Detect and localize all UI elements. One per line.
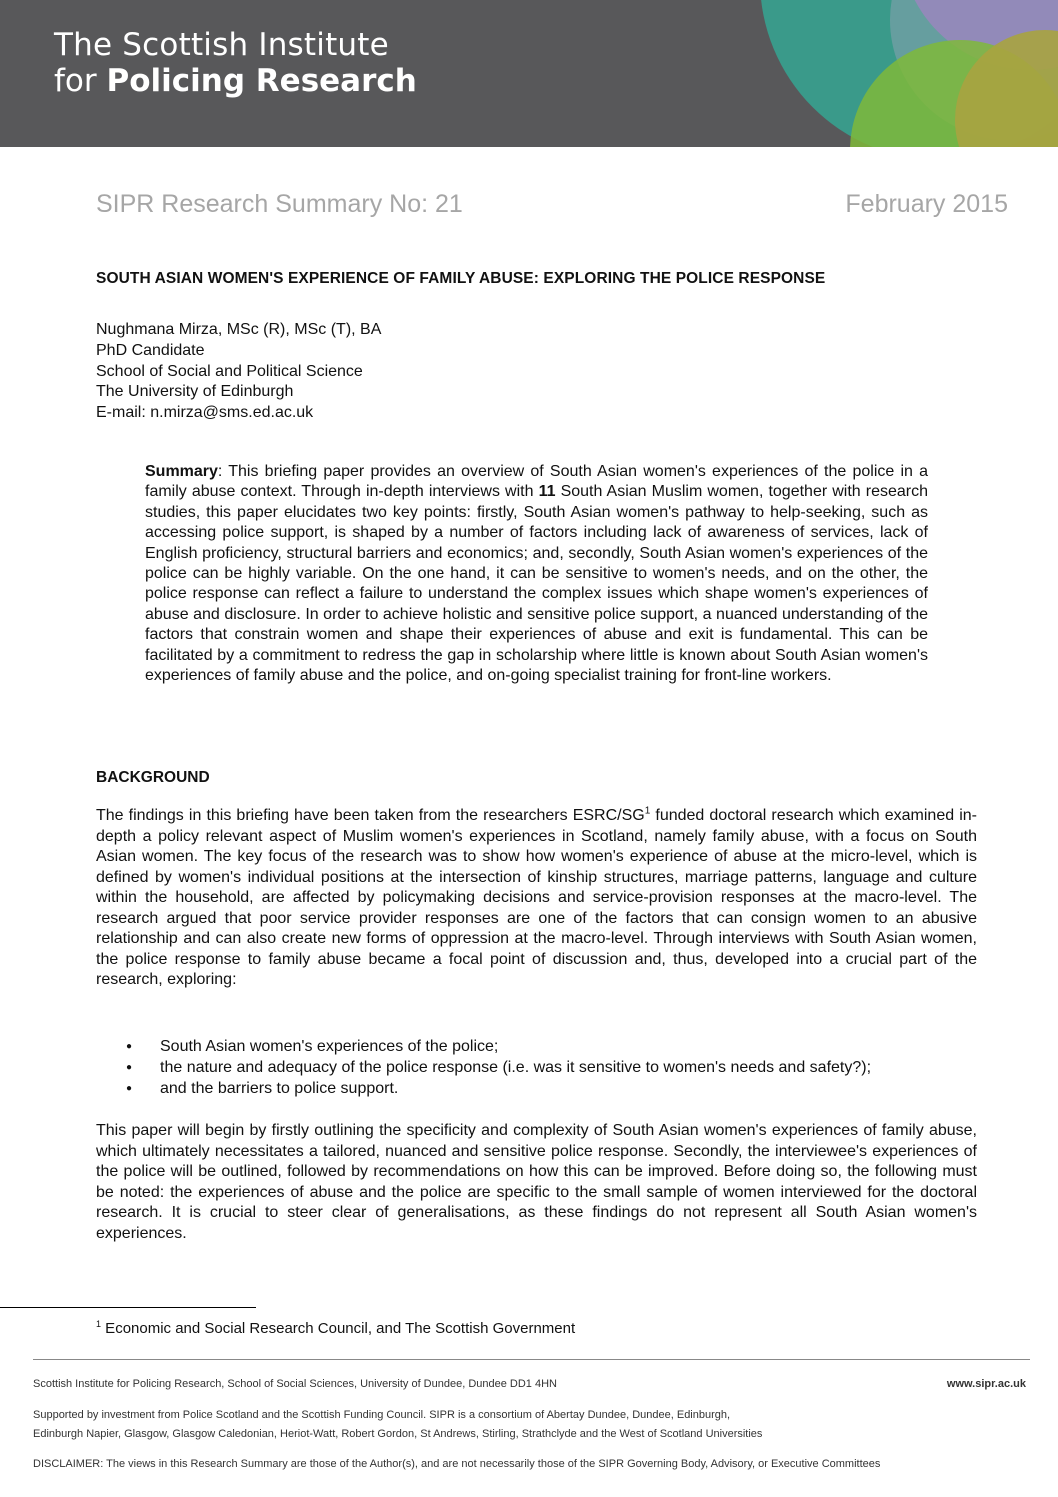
summary-text-a: : This briefing paper provides an overview of South Asian women's experiences of the police in a family abuse context. Through in-depth interviews with (145, 463, 928, 501)
institute-name-line2 (54, 64, 417, 100)
list-item: ● the nature and adequacy of the police response (i.e. was it sensitive to women's needs and safety?); (126, 1057, 871, 1078)
author-block (96, 320, 381, 424)
footer-website-link[interactable]: www.sipr.ac.uk (946, 1378, 1026, 1390)
footer-address: Scottish Institute for Policing Research, School of Social Sciences, University of Dundee, Dundee DD1 4HN (33, 1378, 557, 1390)
background-p1-b: funded doctoral research which examined in-depth a policy relevant aspect of Muslim women's experiences in Scotland, namely family abuse, with a focus on South Asian women. The key focus of the research was to show how women's experience of abuse at the micro-level, which is defined by women's individual positions at the intersection of kinship structures, marriage patterns, language and culture within the household, are affected by policymaking decisions and service-provision responses at the macro-level. The research argued that poor service provider responses are one of the factors that can consign women to an abusive relationship and can also create new forms of oppression at the macro-level. Through interviews with South Asian women, the police response to family abuse became a focal point of discussion and, thus, developed into a crucial part of the research, exploring: (96, 807, 978, 988)
author-email: E-mail: n.mirza@sms.ed.ac.uk (96, 404, 314, 422)
footnote-text: Economic and Social Research Council, and The Scottish Government (101, 1320, 576, 1337)
background-paragraph-2: This paper will begin by firstly outlining the specificity and complexity of South Asian women's experiences of family abuse, which ultimately necessitates a tailored, nuanced and sensitive police response. Secondly, the interviewee's experiences of the police will be outlined, followed by recommendations on how this can be improved. Before doing so, the following must be noted: the experiences of abuse and the police are specific to the small sample of women interviewed for the doctoral research. It is crucial to steer clear of generalisations, as these findings do not represent all South Asian women's experiences. (96, 1122, 977, 1242)
summary-paragraph (145, 462, 928, 686)
summary-text-b: South Asian Muslim women, together with research studies, this paper elucidates two key points: firstly, South Asian women's pathway to help-seeking, such as accessing police support, is shaped by a number of factors including lack of awareness of services, lack of English proficiency, structural barriers and economics; and, secondly, South Asian women's experiences of the police can be highly variable. On the one hand, it can be sensitive to women's needs, and on the other, the police response can reflect a failure to understand the complex issues which shape women's experiences of abuse and disclosure. In order to achieve holistic and sensitive police support, a nuanced understanding of the factors that constrain women and shape their experiences of abuse and exit is fundamental. This can be facilitated by a commitment to redress the gap in scholarship where little is known about South Asian women's experiences of family abuse and the police, and on-going specialist training for front-line workers. (145, 483, 929, 685)
footnote (96, 1320, 575, 1337)
author-role: PhD Candidate (96, 341, 205, 359)
footer-support-line-1: Supported by investment from Police Scotland and the Scottish Funding Council. SIPR is a consortium of Abertay Dundee, Dundee, Edinburgh, (33, 1409, 731, 1421)
summary-count: 11 (538, 483, 556, 501)
author-name: Nughmana Mirza, MSc (R), MSc (T), BA (96, 321, 382, 338)
footer-divider (33, 1359, 1030, 1360)
header-banner (0, 0, 1058, 147)
footnote-divider (0, 1307, 256, 1308)
document-title: SOUTH ASIAN WOMEN'S EXPERIENCE OF FAMILY ABUSE: EXPLORING THE POLICE RESPONSE (96, 270, 826, 287)
footnote-mark: 1 (96, 1319, 102, 1329)
author-university: The University of Edinburgh (96, 383, 294, 401)
institute-logo-text (54, 28, 417, 99)
footnote-ref: 1 (644, 805, 651, 817)
list-item: ● South Asian women's experiences of the police; (126, 1036, 871, 1057)
footer-disclaimer: DISCLAIMER: The views in this Research Summary are those of the Author(s), and are not necessarily those of the SIPR Governing Body, Advisory, or Executive Committees (33, 1458, 881, 1470)
footer-support-line-2: Edinburgh Napier, Glasgow, Glasgow Caledonian, Heriot-Watt, Robert Gordon, St Andrews, Stirling, Strathclyde and the West of Scotland Universities (33, 1428, 763, 1440)
exploring-list (126, 1036, 871, 1099)
publication-date: February 2015 (845, 190, 1008, 218)
author-school: School of Social and Political Science (96, 362, 363, 380)
background-p1-a: The findings in this briefing have been taken from the researchers ESRC/SG (96, 807, 645, 824)
summary-label: Summary (145, 463, 218, 480)
institute-name-line1: The Scottish Institute (54, 27, 389, 63)
series-number: SIPR Research Summary No: 21 (96, 190, 463, 218)
background-heading: BACKGROUND (96, 769, 210, 786)
background-paragraph-1 (96, 806, 977, 991)
institute-name-bold: Policing Research (106, 62, 417, 99)
institute-name-prefix: for (54, 62, 107, 99)
list-item: ● and the barriers to police support. (126, 1078, 871, 1099)
